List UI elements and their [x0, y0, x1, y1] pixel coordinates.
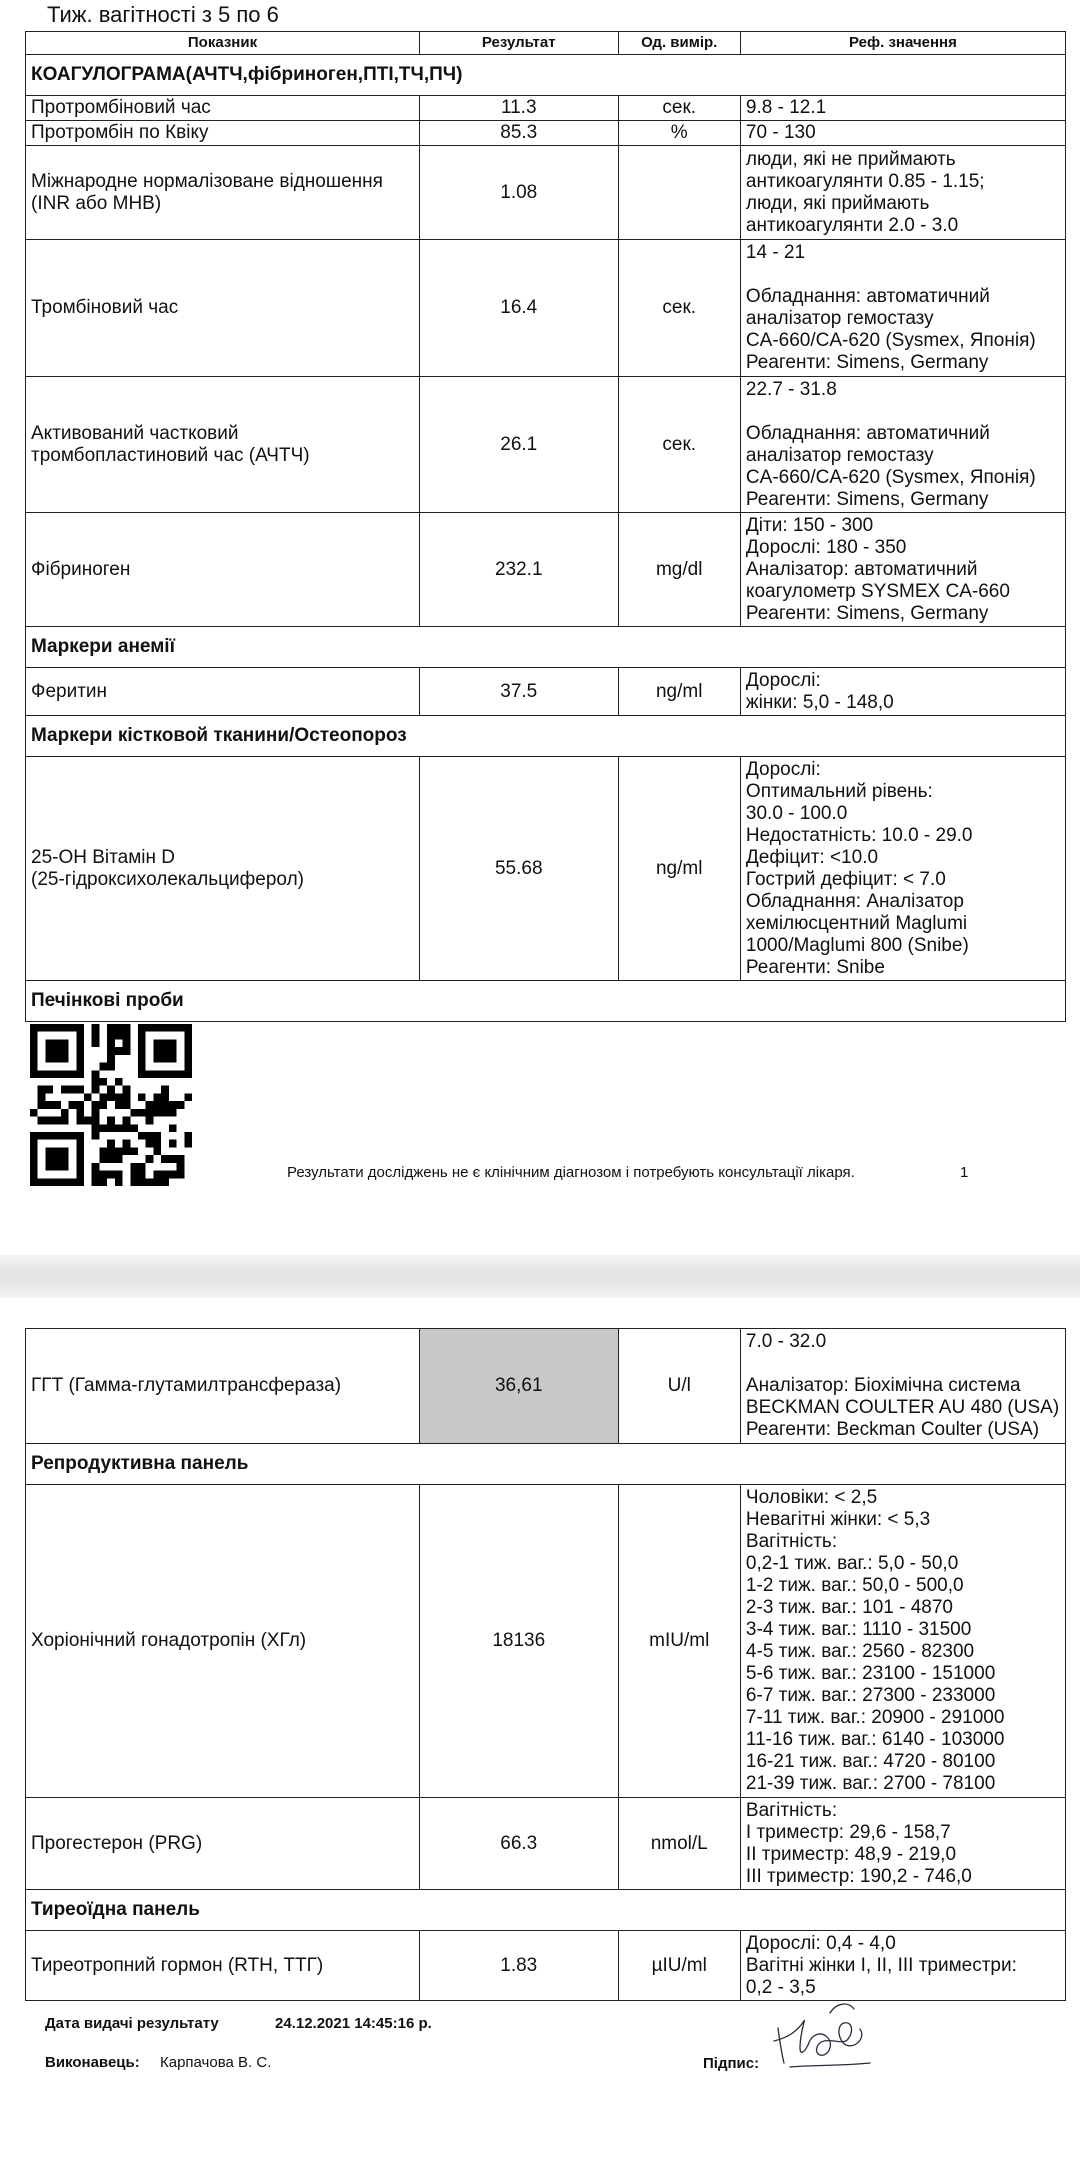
- table-row: [26, 668, 1066, 716]
- table-row: [26, 377, 1066, 513]
- test-result: 232.1: [419, 513, 618, 627]
- test-result: 55.68: [419, 757, 618, 981]
- test-reference: Чоловіки: < 2,5 Невагітні жінки: < 5,3 Вагітність: 0,2-1 тиж. ваг.: 5,0 - 50,0 1-2 тиж. ваг.: 50,0 - 500,0 2-3 тиж. ваг.: 101 - 4870 3-4 тиж. ваг.: 1110 - 31500 4-5 тиж. ваг.: 2560 - 82300 5-6 тиж. ваг.: 23100 - 151000 6-7 тиж. ваг.: 27300 - 233000 7-11 тиж. ваг.: 20900 - 291000 11-16 тиж. ваг.: 6140 - 103000 16-21 тиж. ваг.: 4720 - 80100 21-39 тиж. ваг.: 2700 - 78100: [740, 1485, 1065, 1798]
- test-reference: Вагітність: I триместр: 29,6 - 158,7 II триместр: 48,9 - 219,0 III триместр: 190,2 - 746,0: [740, 1798, 1065, 1890]
- test-unit: nmol/L: [618, 1798, 740, 1890]
- section-row: [26, 981, 1066, 1022]
- test-name: Тромбіновий час: [26, 240, 420, 377]
- handwritten-signature: [770, 1993, 880, 2078]
- test-reference: Діти: 150 - 300 Дорослі: 180 - 350 Аналізатор: автоматичний коагулометр SYSMEX CA-660 Реагенти: Simens, Germany: [740, 513, 1065, 627]
- header-result: Результат: [419, 32, 618, 55]
- test-name: Протромбіновий час: [26, 96, 420, 121]
- test-result: 37.5: [419, 668, 618, 716]
- issue-date-label: Дата видачі результату: [45, 2015, 219, 2032]
- qr-code: [30, 1024, 192, 1191]
- test-reference: 7.0 - 32.0 Аналізатор: Біохімічна система BECKMAN COULTER AU 480 (USA) Реагенти: Beckman Coulter (USA): [740, 1329, 1065, 1444]
- test-reference: 9.8 - 12.1: [740, 96, 1065, 121]
- test-name: Фібриноген: [26, 513, 420, 627]
- test-name: Феритин: [26, 668, 420, 716]
- test-unit: ng/ml: [618, 668, 740, 716]
- page-number: 1: [960, 1164, 969, 1181]
- header-reference: Реф. значення: [740, 32, 1065, 55]
- test-name: ГГТ (Гамма-глутамилтрансфераза): [26, 1329, 420, 1444]
- issue-date-value: 24.12.2021 14:45:16 р.: [275, 2015, 432, 2032]
- test-name: Активований частковий тромбопластиновий час (АЧТЧ): [26, 377, 420, 513]
- section-title-thyroid: Тиреоїдна панель: [26, 1890, 1066, 1931]
- test-unit: сек.: [618, 240, 740, 377]
- test-reference: Дорослі: жінки: 5,0 - 148,0: [740, 668, 1065, 716]
- test-unit: сек.: [618, 377, 740, 513]
- test-result-flagged: 36,61: [419, 1329, 618, 1444]
- test-unit: ng/ml: [618, 757, 740, 981]
- performer-name: Карпачова В. С.: [160, 2054, 272, 2071]
- test-name: Протромбін по Квіку: [26, 121, 420, 146]
- table-row: [26, 121, 1066, 146]
- test-unit: %: [618, 121, 740, 146]
- test-result: 16.4: [419, 240, 618, 377]
- table-header-row: [26, 32, 1066, 55]
- test-reference: Дорослі: Оптимальний рівень: 30.0 - 100.0 Недостатність: 10.0 - 29.0 Дефіцит: <10.0 Гострий дефіцит: < 7.0 Обладнання: Аналізатор хемілюсцентний Maglumi 1000/Maglumi 800 (Snibe) Реагенти: Snibe: [740, 757, 1065, 981]
- test-result: 66.3: [419, 1798, 618, 1890]
- section-row: [26, 1444, 1066, 1485]
- header-parameter: Показник: [26, 32, 420, 55]
- section-title-anemia: Маркери анемії: [26, 627, 1066, 668]
- test-result: 18136: [419, 1485, 618, 1798]
- test-name: 25-ОН Вітамін D (25-гідроксихолекальциферол): [26, 757, 420, 981]
- test-reference: 14 - 21 Обладнання: автоматичний аналізатор гемостазу CA-660/CA-620 (Sysmex, Японія) Реагенти: Simens, Germany: [740, 240, 1065, 377]
- section-title-bone: Маркери кістковой тканини/Остеопороз: [26, 716, 1066, 757]
- table-row: [26, 240, 1066, 377]
- test-name: Хоріонічний гонадотропін (ХГл): [26, 1485, 420, 1798]
- test-reference: 22.7 - 31.8 Обладнання: автоматичний аналізатор гемостазу CA-660/CA-620 (Sysmex, Японія) Реагенти: Simens, Germany: [740, 377, 1065, 513]
- section-title-coagulogram: КОАГУЛОГРАМА(АЧТЧ,фібриноген,ПТІ,ТЧ,ПЧ): [26, 55, 1066, 96]
- table-row: [26, 1931, 1066, 2001]
- pregnancy-week-heading: Тиж. вагітності з 5 по 6: [47, 2, 279, 27]
- signature-label: Підпис:: [703, 2055, 760, 2072]
- page-separator: [0, 1255, 1080, 1298]
- section-row: [26, 627, 1066, 668]
- performer-label: Виконавець:: [45, 2054, 140, 2071]
- disclaimer-note: Результати досліджень не є клінічним діагнозом і потребують консультації лікаря.: [287, 1164, 855, 1181]
- test-reference: Дорослі: 0,4 - 4,0 Вагітні жінки I, II, III триместри: 0,2 - 3,5: [740, 1931, 1065, 2001]
- header-unit: Од. вимір.: [618, 32, 740, 55]
- test-reference: люди, які не приймають антикоагулянти 0.85 - 1.15; люди, які приймають антикоагулянти 2.0 - 3.0: [740, 146, 1065, 240]
- table-row: [26, 1485, 1066, 1798]
- section-title-liver: Печінкові проби: [26, 981, 1066, 1022]
- test-name: Тиреотропний гормон (RTH, ТТГ): [26, 1931, 420, 2001]
- test-unit: µIU/ml: [618, 1931, 740, 2001]
- table-row: [26, 513, 1066, 627]
- test-result: 1.08: [419, 146, 618, 240]
- test-unit: [618, 146, 740, 240]
- test-unit: mg/dl: [618, 513, 740, 627]
- test-unit: mIU/ml: [618, 1485, 740, 1798]
- test-result: 11.3: [419, 96, 618, 121]
- test-reference: 70 - 130: [740, 121, 1065, 146]
- table-row: [26, 1798, 1066, 1890]
- test-name: Прогестерон (PRG): [26, 1798, 420, 1890]
- test-result: 26.1: [419, 377, 618, 513]
- section-row: [26, 55, 1066, 96]
- section-row: [26, 716, 1066, 757]
- test-unit: сек.: [618, 96, 740, 121]
- lab-results-table-2: [25, 1328, 1066, 2001]
- lab-results-table-1: [25, 31, 1066, 1022]
- report-page-2: [0, 1298, 1080, 2160]
- table-row: [26, 146, 1066, 240]
- table-row: [26, 757, 1066, 981]
- test-unit: U/l: [618, 1329, 740, 1444]
- section-row: [26, 1890, 1066, 1931]
- test-result: 1.83: [419, 1931, 618, 2001]
- table-row: [26, 96, 1066, 121]
- test-result: 85.3: [419, 121, 618, 146]
- table-row: [26, 1329, 1066, 1444]
- test-name: Міжнародне нормалізоване відношення (INR або МНВ): [26, 146, 420, 240]
- section-title-reproductive: Репродуктивна панель: [26, 1444, 1066, 1485]
